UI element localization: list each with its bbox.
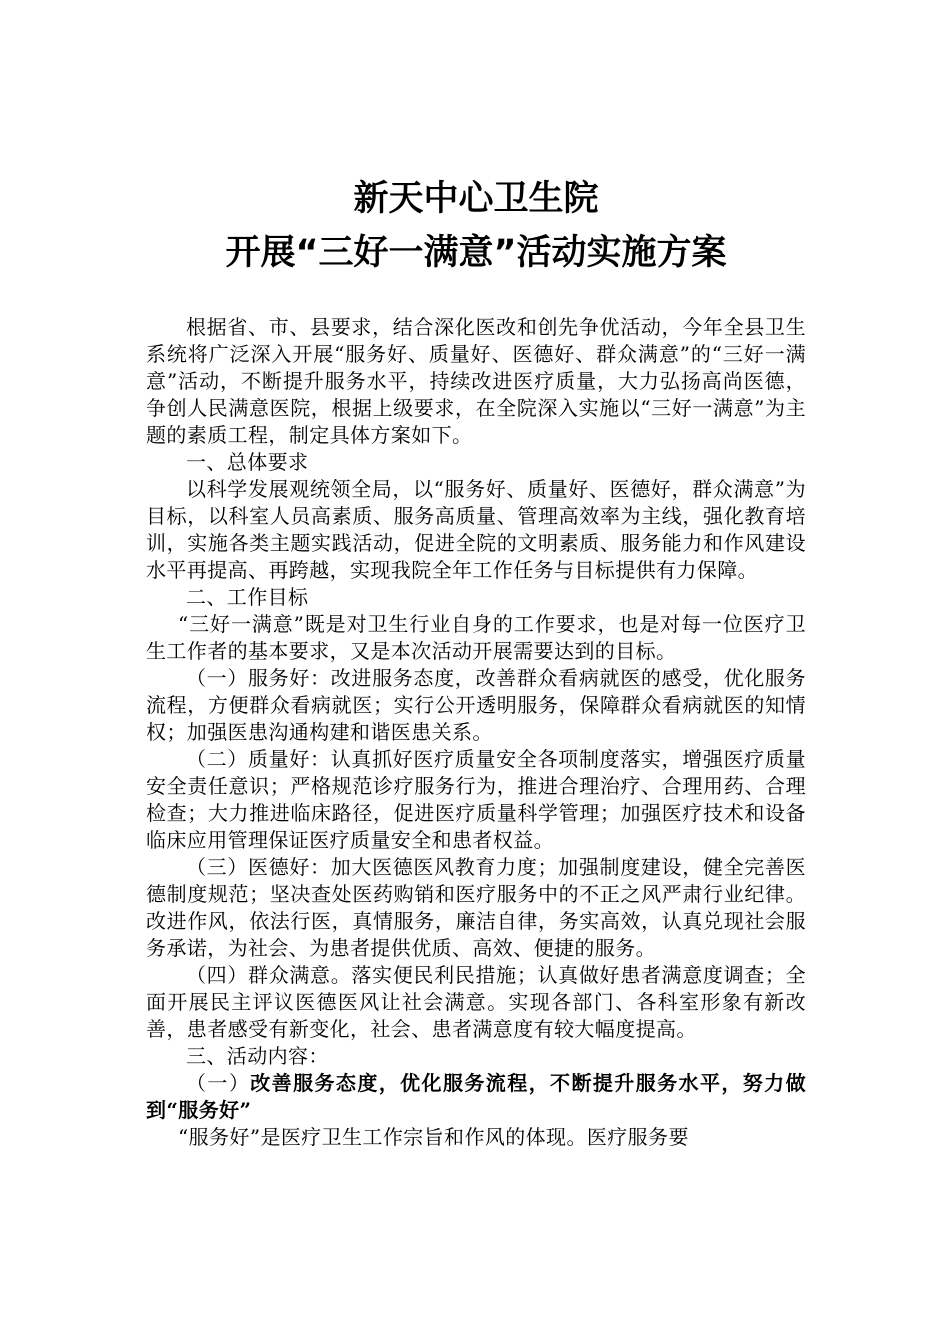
section-heading-3: 三、活动内容：	[186, 1044, 329, 1068]
document-title	[146, 172, 806, 280]
sub-heading-bold-text: 改善服务态度，优化服务流程，不断提升服务水平，努力做到“服务好”	[146, 1071, 806, 1122]
section-heading-1: 一、总体要求	[186, 450, 309, 474]
section-heading-2: 二、工作目标	[186, 585, 309, 609]
goal-ethics-paragraph: （三）医德好：加大医德医风教育力度；加强制度建设，健全完善医德制度规范；坚决查处医药购销和医疗服务中的不正之风严肃行业纪律。改进作风，依法行医，真情服务，廉洁自律，务实高效，认真兑现社会服务承诺，为社会、为患者提供优质、高效、便捷的服务。	[146, 855, 806, 960]
service-paragraph: “服务好”是医疗卫生工作宗旨和作风的体现。医疗服务要	[178, 1125, 689, 1149]
title-line-2: 开展“三好一满意”活动实施方案	[225, 233, 727, 273]
title-line-1: 新天中心卫生院	[353, 179, 599, 219]
work-goals-paragraph: “三好一满意”既是对卫生行业自身的工作要求，也是对每一位医疗卫生工作者的基本要求，又是本次活动开展需要达到的目标。	[146, 612, 806, 663]
intro-paragraph: 根据省、市、县要求，结合深化医改和创先争优活动，今年全县卫生系统将广泛深入开展“服务好、质量好、医德好、群众满意”的“三好一满意”活动，不断提升服务水平，持续改进医疗质量，大力弘扬高尚医德，争创人民满意医院，根据上级要求，在全院深入实施以“三好一满意”为主题的素质工程，制定具体方案如下。	[146, 315, 806, 447]
goal-service-paragraph: （一）服务好：改进服务态度，改善群众看病就医的感受，优化服务流程，方便群众看病就医；实行公开透明服务，保障群众看病就医的知情权；加强医患沟通构建和谐医患关系。	[146, 666, 806, 744]
document-page	[146, 172, 806, 1151]
goal-quality-paragraph: （二）质量好：认真抓好医疗质量安全各项制度落实，增强医疗质量安全责任意识；严格规范诊疗服务行为，推进合理治疗、合理用药、合理检查；大力推进临床路径，促进医疗质量科学管理；加强医疗技术和设备临床应用管理保证医疗质量安全和患者权益。	[146, 747, 806, 852]
sub-heading	[146, 1070, 806, 1124]
sub-heading-prefix: （一）	[186, 1071, 251, 1095]
document-body	[146, 314, 806, 1151]
general-requirements-paragraph: 以科学发展观统领全局，以“服务好、质量好、医德好，群众满意”为目标，以科室人员高素质、服务高质量、管理高效率为主线，强化教育培训，实施各类主题实践活动，促进全院的文明素质、服务能力和作风建设水平再提高、再跨越，实现我院全年工作任务与目标提供有力保障。	[146, 477, 806, 582]
goal-satisfaction-paragraph: （四）群众满意。落实便民利民措施；认真做好患者满意度调查；全面开展民主评议医德医风让社会满意。实现各部门、各科室形象有新改善，患者感受有新变化，社会、患者满意度有较大幅度提高。	[146, 963, 806, 1041]
